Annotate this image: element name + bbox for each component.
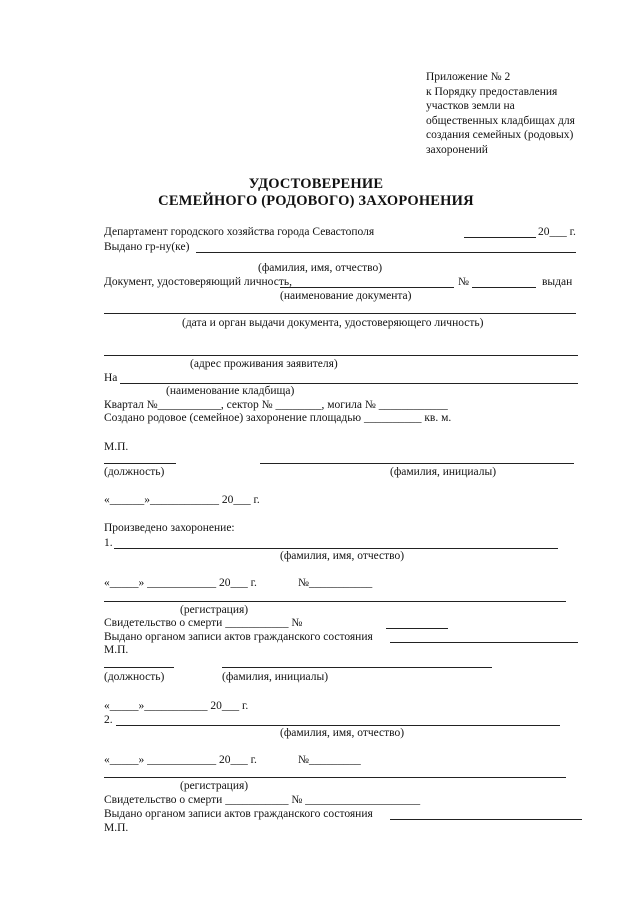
department-label: Департамент городского хозяйства города Севастополя bbox=[104, 226, 375, 238]
appendix-line: к Порядку предоставления bbox=[426, 85, 558, 98]
issue-date-line-2: «_____»___________ 20___ г. bbox=[104, 700, 249, 712]
identity-doc-label: Документ, удостоверяющий личность, bbox=[104, 276, 292, 288]
position-field[interactable] bbox=[104, 463, 176, 464]
area-line: Создано родовое (семейное) захоронение площадью __________ кв. м. bbox=[104, 412, 452, 424]
document-title: УДОСТОВЕРЕНИЕ bbox=[248, 176, 384, 192]
registry-label-2: Выдано органом записи актов гражданского состояния bbox=[104, 808, 373, 820]
burial-1-registration-field[interactable] bbox=[104, 601, 566, 602]
issued-to-label: Выдано гр-ну(ке) bbox=[104, 241, 190, 253]
quarter-sector-grave-line: Квартал №___________, сектор № ________, могила № ____________ bbox=[104, 399, 448, 411]
cemetery-field[interactable] bbox=[120, 383, 578, 384]
caption-fio-initials: (фамилия, инициалы) bbox=[390, 466, 497, 478]
caption-registration: (регистрация) bbox=[180, 604, 249, 616]
caption-cemetery: (наименование кладбища) bbox=[166, 385, 295, 397]
caption-doc-name: (наименование документа) bbox=[280, 290, 412, 302]
caption-fio-initials-2: (фамилия, инициалы) bbox=[222, 671, 329, 683]
burial-2-registration-field[interactable] bbox=[104, 777, 566, 778]
caption-position: (должность) bbox=[104, 466, 165, 478]
identity-doc-field[interactable] bbox=[280, 287, 454, 288]
issued-label: выдан bbox=[542, 276, 573, 288]
on-label: На bbox=[104, 372, 118, 384]
appendix-line: захоронений bbox=[426, 143, 488, 156]
death-certificate-line: Свидетельство о смерти ___________ № bbox=[104, 617, 303, 629]
signature-name-field-2[interactable] bbox=[222, 667, 492, 668]
document-subtitle: СЕМЕЙНОГО (РОДОВОГО) ЗАХОРОНЕНИЯ bbox=[158, 193, 474, 209]
caption-fio: (фамилия, имя, отчество) bbox=[258, 262, 383, 274]
caption-fio-burial-2: (фамилия, имя, отчество) bbox=[280, 727, 405, 739]
death-certificate-line-2: Свидетельство о смерти ___________ № ____________________ bbox=[104, 794, 421, 806]
stamp-label-2: М.П. bbox=[104, 644, 129, 656]
issued-to-field[interactable] bbox=[196, 252, 576, 253]
burial-2-fio-field[interactable] bbox=[116, 725, 560, 726]
appendix-line: общественных кладбищах для bbox=[426, 114, 575, 127]
registry-label: Выдано органом записи актов гражданского состояния bbox=[104, 631, 373, 643]
death-certificate-number-field[interactable] bbox=[386, 628, 448, 629]
burial-1-reg-number: №___________ bbox=[298, 577, 373, 589]
burial-2-date: «_____» ____________ 20___ г. bbox=[104, 754, 257, 766]
appendix-line: участков земли на bbox=[426, 100, 515, 112]
date-day-field[interactable] bbox=[464, 237, 536, 238]
issue-date-line: «______»____________ 20___ г. bbox=[104, 494, 260, 506]
appendix-note bbox=[426, 70, 575, 157]
caption-registration-2: (регистрация) bbox=[180, 780, 249, 792]
caption-date-org: (дата и орган выдачи документа, удостоверяющего личность) bbox=[182, 317, 484, 329]
doc-issue-field[interactable] bbox=[104, 313, 576, 314]
burial-1-fio-field[interactable] bbox=[114, 548, 558, 549]
caption-fio-burial-1: (фамилия, имя, отчество) bbox=[280, 550, 405, 562]
burial-2-reg-number: №_________ bbox=[298, 754, 361, 766]
address-field[interactable] bbox=[104, 355, 578, 356]
burial-made-label: Произведено захоронение: bbox=[104, 522, 235, 534]
burial-1-label: 1. bbox=[104, 537, 113, 549]
appendix-line: Приложение № 2 bbox=[426, 71, 511, 83]
appendix-line: создания семейных (родовых) bbox=[426, 129, 574, 141]
caption-address: (адрес проживания заявителя) bbox=[190, 358, 338, 370]
caption-position-2: (должность) bbox=[104, 671, 165, 683]
number-sign: № bbox=[458, 276, 469, 288]
year-label: 20___ г. bbox=[538, 226, 576, 238]
stamp-label-3: М.П. bbox=[104, 822, 129, 834]
burial-2-label: 2. bbox=[104, 714, 113, 726]
registry-field[interactable] bbox=[390, 642, 578, 643]
registry-field-2[interactable] bbox=[390, 819, 582, 820]
identity-doc-number-field[interactable] bbox=[472, 287, 536, 288]
burial-1-date: «_____» ____________ 20___ г. bbox=[104, 577, 257, 589]
position-field-2[interactable] bbox=[104, 667, 174, 668]
signature-name-field[interactable] bbox=[260, 463, 574, 464]
stamp-label: М.П. bbox=[104, 441, 129, 453]
